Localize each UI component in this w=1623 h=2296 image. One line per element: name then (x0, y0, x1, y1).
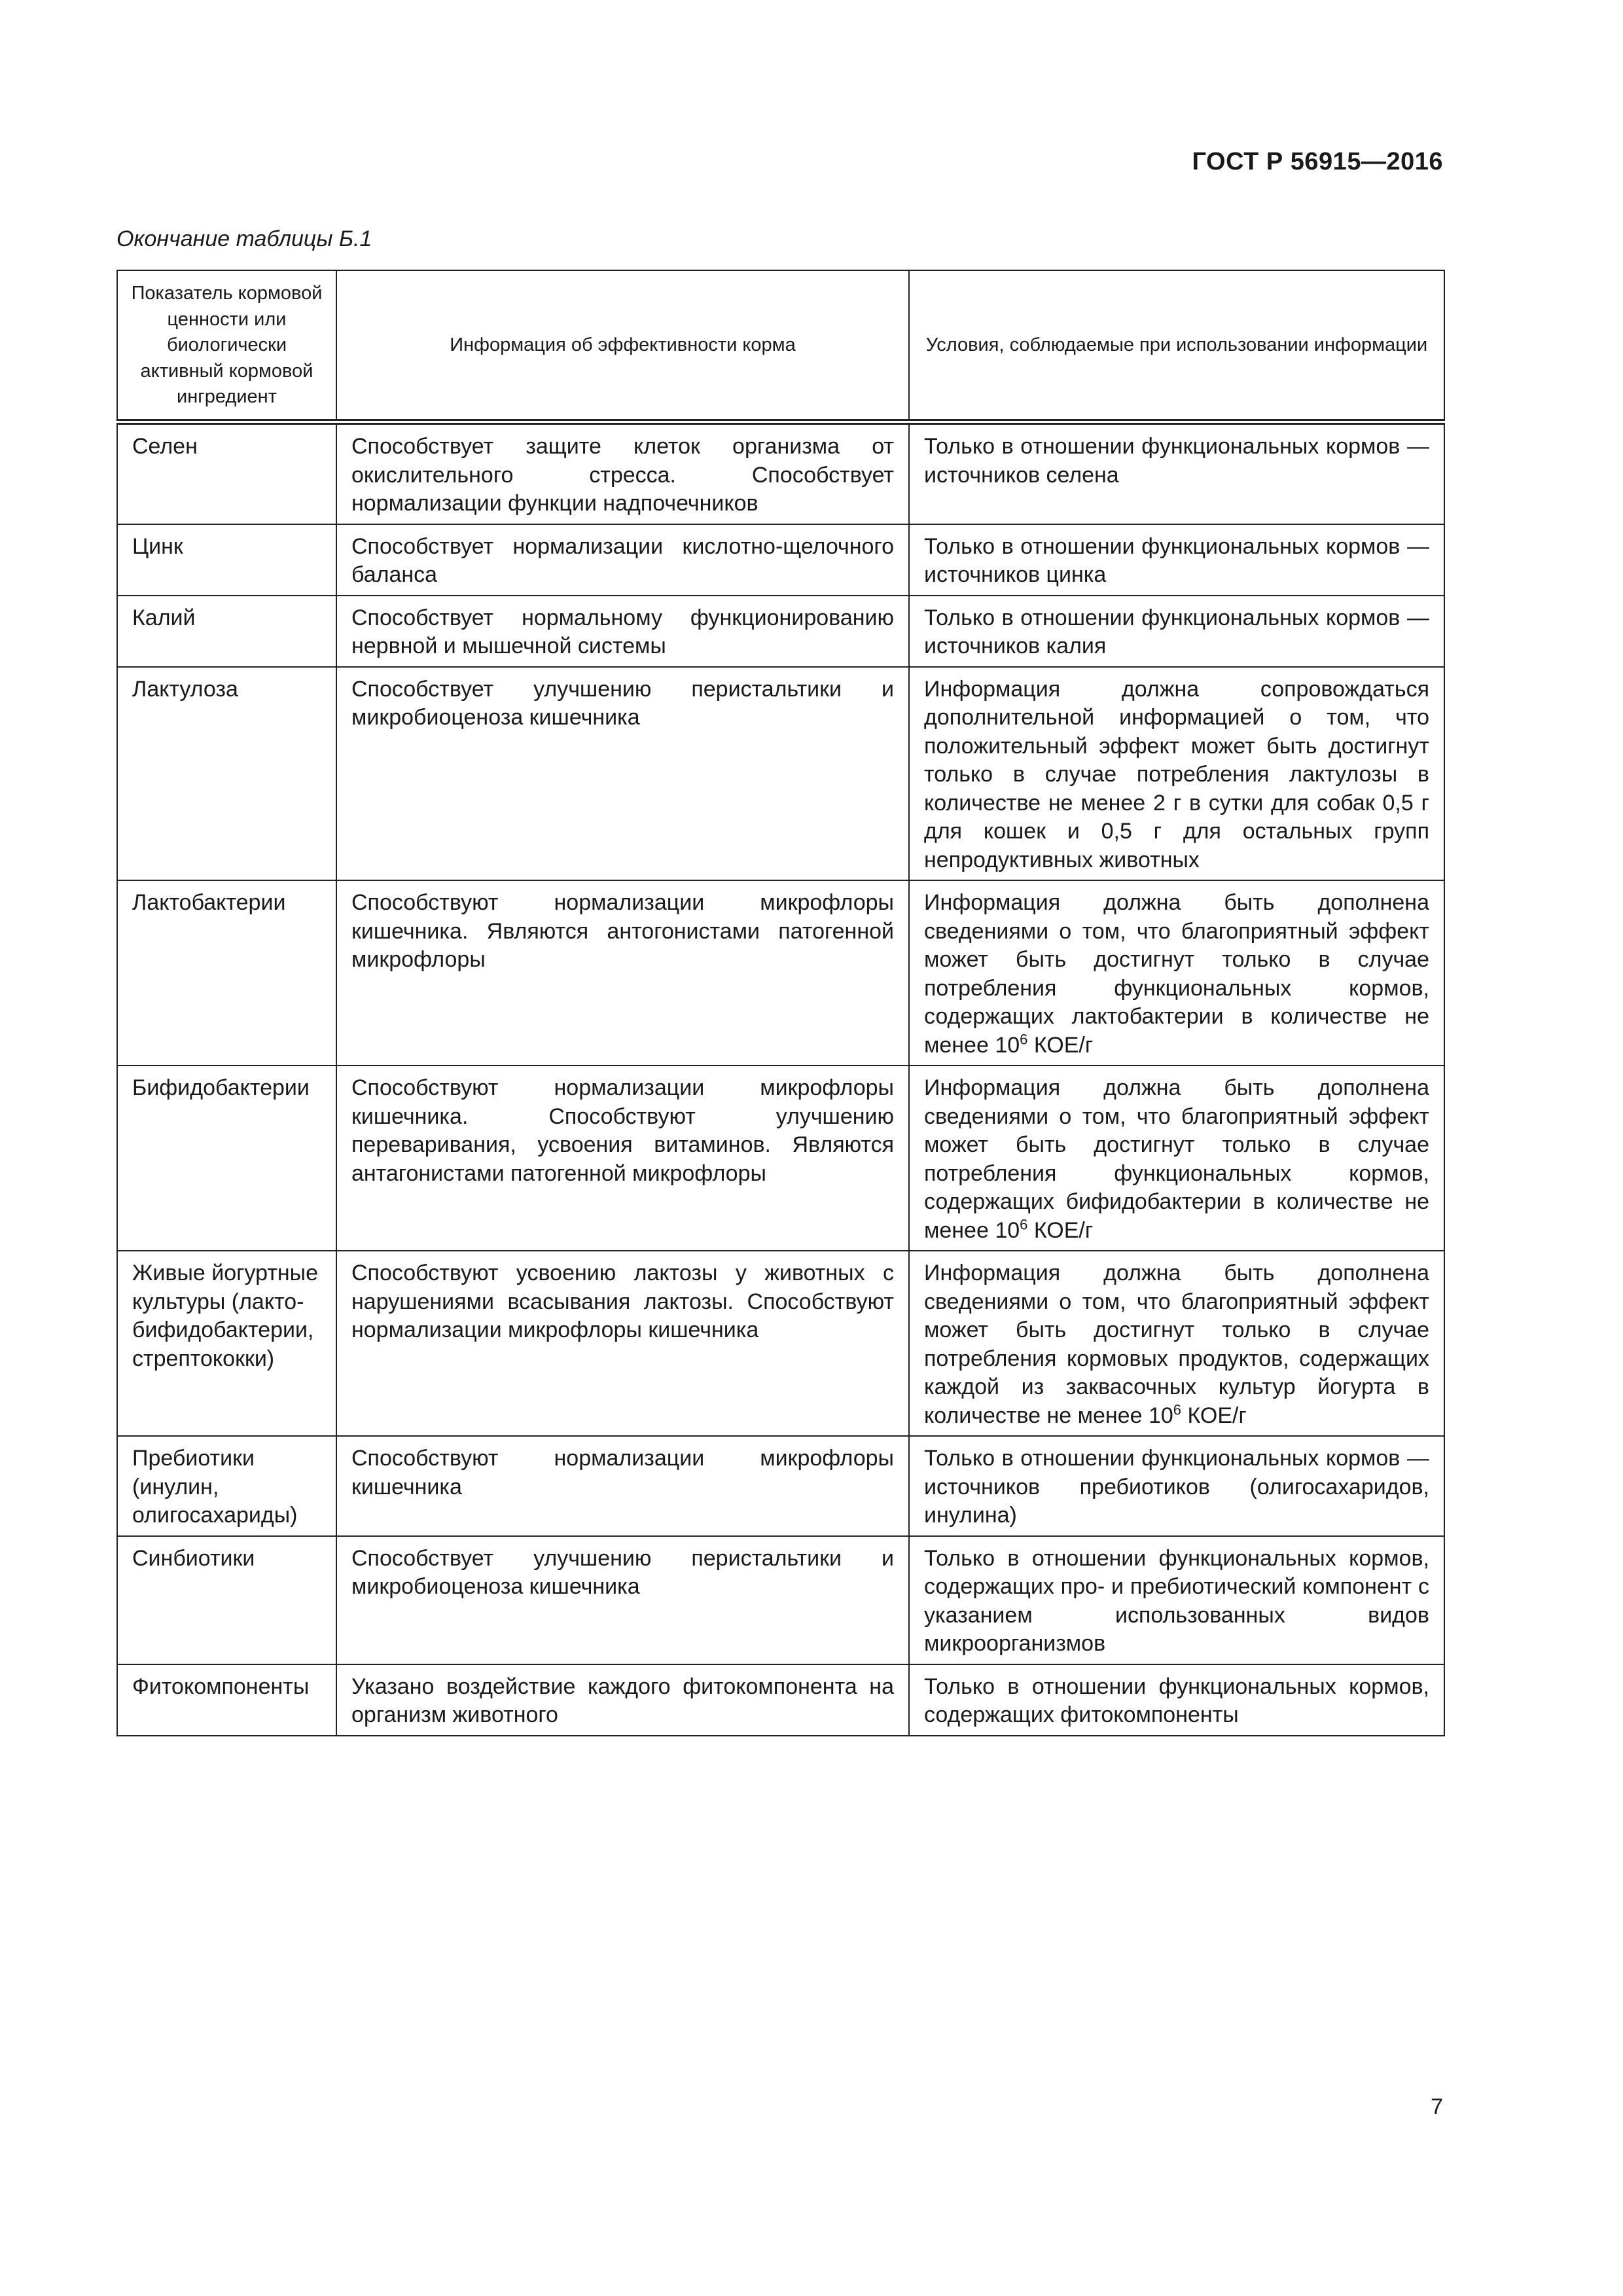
indicator-cell: Фитокомпоненты (117, 1664, 336, 1736)
conditions-cell: Только в отношении функциональных кормов — источников пребиотиков (олигосахаридов, инулина) (909, 1436, 1444, 1536)
info-cell: Способствуют нормализации микрофлоры кишечника. Являются антогонистами патогенной микрофлоры (336, 880, 909, 1066)
conditions-cell: Только в отношении функциональных кормов — источников цинка (909, 524, 1444, 596)
table-row (117, 422, 1444, 524)
document-code: ГОСТ Р 56915—2016 (1192, 148, 1443, 175)
exponent: 6 (1020, 1216, 1028, 1233)
table-row (117, 1436, 1444, 1536)
conditions-cell: Только в отношении функциональных кормов, содержащих фитокомпоненты (909, 1664, 1444, 1736)
indicator-cell: Цинк (117, 524, 336, 596)
column-header-conditions: Условия, соблюдаемые при использовании информации (909, 270, 1444, 422)
info-cell: Указано воздействие каждого фитокомпонента на организм животного (336, 1664, 909, 1736)
info-cell: Способствует нормальному функционированию нервной и мышечной системы (336, 596, 909, 667)
table-row (117, 1251, 1444, 1436)
conditions-unit: КОЕ/г (1027, 1032, 1094, 1058)
column-header-info: Информация об эффективности корма (336, 270, 909, 422)
info-cell: Способствуют усвоению лактозы у животных с нарушениями всасывания лактозы. Способствуют нормализации микрофлоры кишечника (336, 1251, 909, 1436)
page-number: 7 (1431, 2094, 1443, 2119)
indicator-cell: Лактобактерии (117, 880, 336, 1066)
table-row (117, 524, 1444, 596)
effectiveness-table (116, 270, 1445, 1736)
indicator-cell: Живые йогуртные культуры (лакто-бифидобактерии, стрептококки) (117, 1251, 336, 1436)
info-cell: Способствует улучшению перистальтики и микробиоценоза кишечника (336, 667, 909, 881)
conditions-text: Информация должна быть дополнена сведениями о том, что благоприятный эффект может быть достигнут только в случае потребления функциональных кормов, содержащих бифидобактерии в количестве не менее 10 (924, 1075, 1429, 1243)
indicator-cell: Лактулоза (117, 667, 336, 881)
conditions-cell: Информация должна сопровождаться дополнительной информацией о том, что положительный эффект может быть достигнут только в случае потребления лактулозы в количестве не менее 2 г в сутки для собак 0,5 г для кошек и 0,5 г для остальных групп непродуктивных животных (909, 667, 1444, 881)
conditions-text: Информация должна быть дополнена сведениями о том, что благоприятный эффект может быть достигнут только в случае потребления кормовых продуктов, содержащих каждой из заквасочных культур йогурта в количестве не менее 10 (924, 1261, 1429, 1428)
table-row (117, 1066, 1444, 1251)
table-row (117, 880, 1444, 1066)
conditions-cell (909, 880, 1444, 1066)
conditions-cell: Только в отношении функциональных кормов — источников селена (909, 422, 1444, 524)
indicator-cell: Пребиотики (инулин, олигосахариды) (117, 1436, 336, 1536)
column-header-indicator: Показатель кормовой ценности или биологически активный кормовой ингредиент (117, 270, 336, 422)
indicator-cell: Синбиотики (117, 1536, 336, 1664)
table-row (117, 667, 1444, 881)
info-cell: Способствует нормализации кислотно-щелочного баланса (336, 524, 909, 596)
info-cell: Способствуют нормализации микрофлоры кишечника. Способствуют улучшению переваривания, усвоения витаминов. Являются антагонистами патогенной микрофлоры (336, 1066, 909, 1251)
conditions-unit: КОЕ/г (1027, 1217, 1094, 1243)
table-header-row (117, 270, 1444, 422)
conditions-cell: Только в отношении функциональных кормов — источников калия (909, 596, 1444, 667)
info-cell: Способствует защите клеток организма от окислительного стресса. Способствует нормализации функции надпочечников (336, 422, 909, 524)
indicator-cell: Калий (117, 596, 336, 667)
conditions-cell: Только в отношении функциональных кормов, содержащих про- и пребиотический компонент с указанием использованных видов микроорганизмов (909, 1536, 1444, 1664)
indicator-cell: Селен (117, 422, 336, 524)
conditions-cell (909, 1066, 1444, 1251)
table-caption: Окончание таблицы Б.1 (116, 226, 372, 251)
table-row (117, 1664, 1444, 1736)
exponent: 6 (1173, 1401, 1182, 1418)
conditions-text: Информация должна быть дополнена сведениями о том, что благоприятный эффект может быть достигнут только в случае потребления функциональных кормов, содержащих лактобактерии в количестве не менее 10 (924, 890, 1429, 1058)
table-row (117, 596, 1444, 667)
table-row (117, 1536, 1444, 1664)
info-cell: Способствует улучшению перистальтики и микробиоценоза кишечника (336, 1536, 909, 1664)
conditions-cell (909, 1251, 1444, 1436)
conditions-unit: КОЕ/г (1181, 1403, 1247, 1428)
indicator-cell: Бифидобактерии (117, 1066, 336, 1251)
exponent: 6 (1020, 1031, 1028, 1048)
info-cell: Способствуют нормализации микрофлоры кишечника (336, 1436, 909, 1536)
